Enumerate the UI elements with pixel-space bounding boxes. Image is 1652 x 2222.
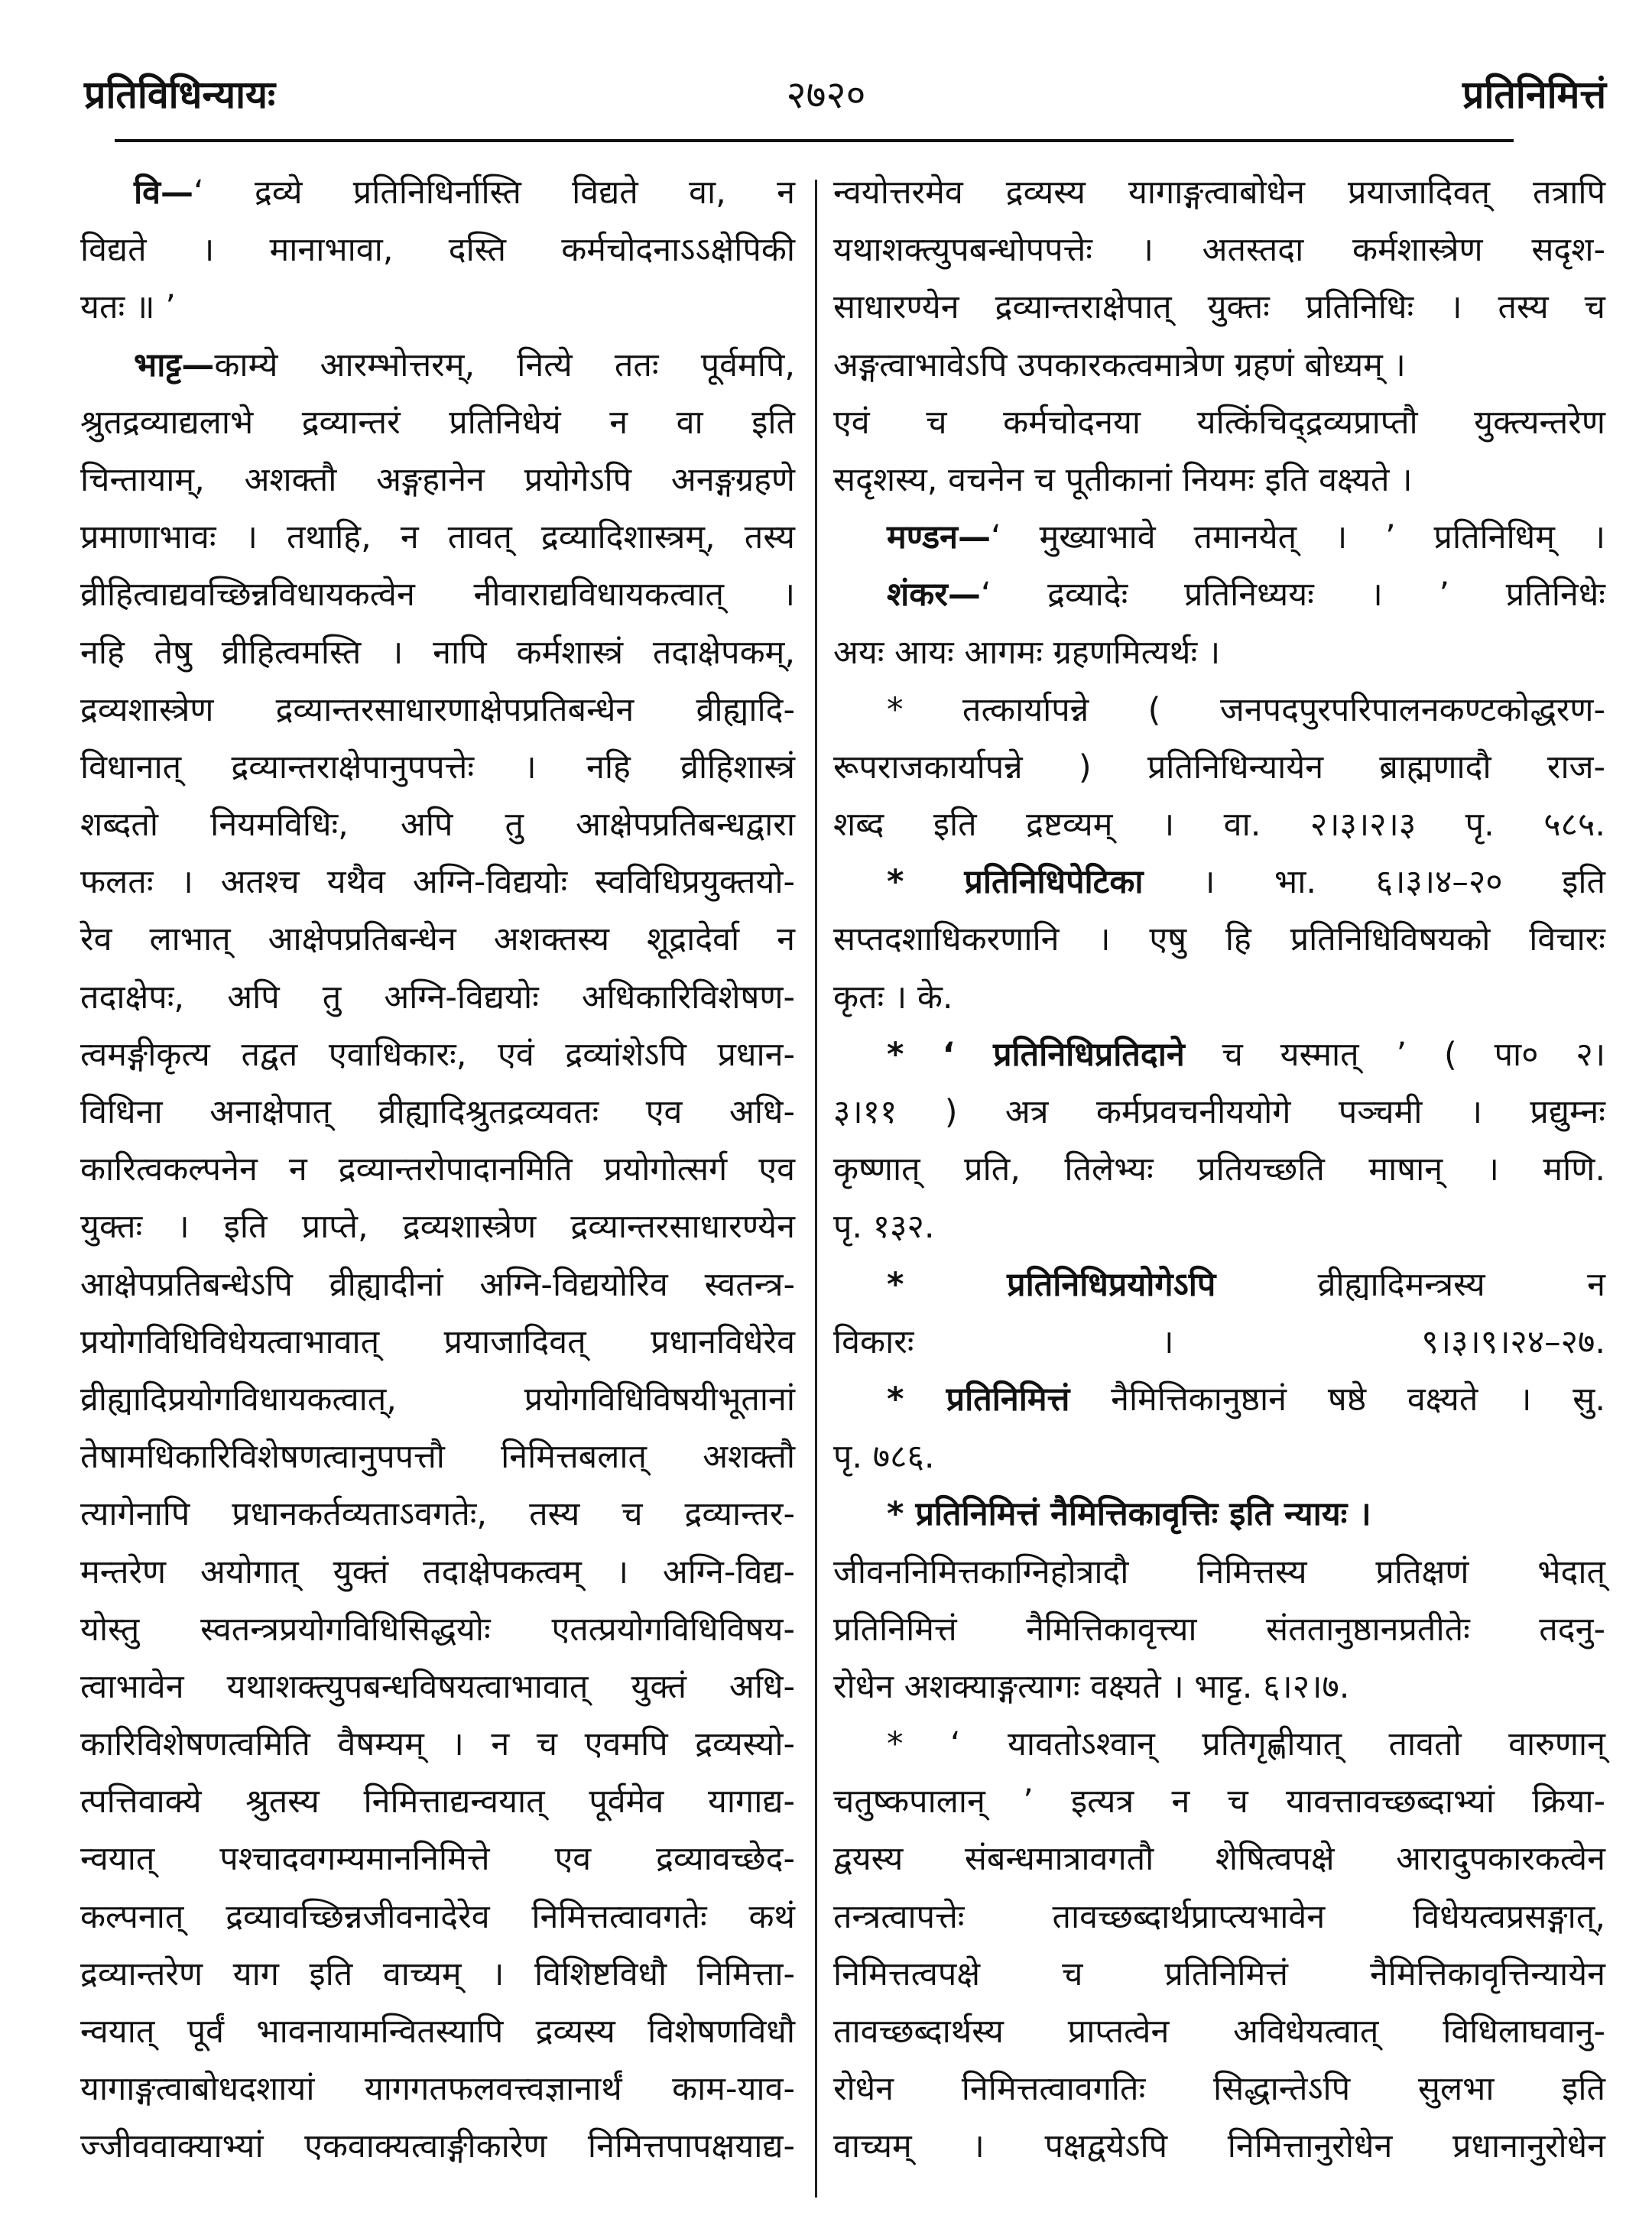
text-line	[833, 337, 1605, 394]
text-line	[80, 1257, 795, 1314]
line-text: । भा. ६।३।४–२० इति	[1143, 863, 1605, 902]
text-line	[833, 739, 1605, 796]
text-line	[833, 394, 1605, 452]
text-line	[833, 2118, 1605, 2175]
line-text: ‘ मुख्याभावे तमानयेत् । ’ प्रतिनिधिम् ।	[991, 518, 1605, 557]
line-text: यागाङ्गत्वाबोधदशायां यागगतफलवत्त्वज्ञानार्थं काम-याव-	[80, 2070, 795, 2109]
line-text: ‘ द्रव्यादेः प्रतिनिध्ययः । ’ प्रतिनिधेः	[980, 576, 1605, 615]
text-line	[80, 279, 795, 336]
line-text: काम्ये आरम्भोत्तरम्, नित्ये ततः पूर्वमपि,	[214, 345, 795, 384]
text-line	[833, 911, 1605, 968]
line-text: रोधेन निमित्तत्वावगतिः सिद्धान्तेऽपि सुलभा इति	[833, 2070, 1605, 2109]
text-line	[80, 1659, 795, 1716]
line-text: युक्तः । इति प्राप्ते, द्रव्यशास्त्रेण द्रव्यान्तरसाधारण्येन	[80, 1208, 795, 1247]
text-line	[80, 2003, 795, 2061]
line-text: त्वमङ्गीकृत्य तद्वत एवाधिकारः, एवं द्रव्यांशेऽपि प्रधान-	[80, 1035, 795, 1074]
text-line	[833, 1889, 1605, 1946]
line-text: व्रीह्यादिमन्त्रस्य न	[1215, 1265, 1605, 1304]
text-line	[833, 2061, 1605, 2118]
text-line	[80, 796, 795, 854]
line-text: कृष्णात् प्रति, तिलेभ्यः प्रतियच्छति माषान् । मणि.	[833, 1150, 1605, 1189]
text-line	[833, 682, 1605, 739]
text-line	[833, 1429, 1605, 1486]
text-line	[80, 682, 795, 739]
line-text: न्वयोत्तरमेव द्रव्यस्य यागाङ्गत्वाबोधेन प्रयाजादिवत् तत्रापि	[833, 174, 1605, 212]
line-text: त्पत्तिवाक्ये श्रुतस्य निमित्ताद्यन्वयात् पूर्वमेव यागाद्य-	[80, 1782, 795, 1821]
line-text: प्रयोगविधिविधेयत्वाभावात् प्रयाजादिवत् प्रधानविधेरेव	[80, 1322, 795, 1361]
text-line	[833, 1716, 1605, 1773]
line-text: निमित्तत्वपक्षे च प्रतिनिमित्तं नैमित्तिकावृत्तिन्यायेन	[833, 1954, 1605, 1993]
text-line	[833, 796, 1605, 854]
text-line	[833, 624, 1605, 682]
text-line	[80, 1716, 795, 1773]
line-text: पृ. १३२.	[833, 1208, 935, 1247]
text-line	[80, 1371, 795, 1429]
line-text: कल्पनात् द्रव्यावच्छिन्नजीवनादेरेव निमित्तत्वावगतेः कथं	[80, 1897, 795, 1936]
line-text: च यस्मात् ’ ( पा० २।	[1184, 1035, 1605, 1074]
line-text: अयः आयः आगमः ग्रहणमित्यर्थः ।	[833, 633, 1221, 672]
running-head-left: प्रतिविधिन्यायः	[84, 73, 276, 117]
text-line	[80, 509, 795, 566]
line-text: सदृशस्य, वचनेन च पूतीकानां नियमः इति वक्ष्यते ।	[833, 460, 1413, 499]
line-text: तेषामधिकारिविशेषणत्वानुपपत्तौ निमित्तबलात् अशक्तौ	[80, 1438, 795, 1477]
line-text: आक्षेपप्रतिबन्धेऽपि व्रीह्यादीनां अग्नि-विद्ययोरिव स्वतन्त्र-	[80, 1265, 795, 1304]
line-text: नैमित्तिकानुष्ठानं षष्ठे वक्ष्यते । सु.	[1069, 1380, 1605, 1419]
text-line	[80, 739, 795, 796]
text-line	[80, 1773, 795, 1831]
text-line	[833, 1257, 1605, 1314]
text-line	[833, 1371, 1605, 1429]
text-line	[833, 1486, 1605, 1543]
line-text: * तत्कार्यापन्ने ( जनपदपुरपरिपालनकण्टकोद्धरण-	[887, 690, 1605, 729]
line-text: व्रीह्यादिप्रयोगविधायकत्वात्, प्रयोगविधिविषयीभूतानां	[80, 1380, 795, 1419]
text-line	[80, 164, 795, 222]
text-line	[80, 2118, 795, 2175]
text-line	[833, 854, 1605, 911]
line-text: तन्त्रत्वापत्तेः तावच्छब्दार्थप्राप्त्यभावेन विधेयत्वप्रसङ्गात्,	[833, 1897, 1605, 1936]
text-line	[833, 1601, 1605, 1659]
line-text: ३।११ ) अत्र कर्मप्रवचनीययोगे पञ्चमी । प्रद्युम्नः	[833, 1093, 1605, 1131]
line-text: पृ. ७८६.	[833, 1438, 935, 1477]
text-line	[80, 566, 795, 624]
headword: * प्रतिनिधिपेटिका	[887, 863, 1144, 902]
line-text: त्वाभावेन यथाशक्त्युपबन्धविषयत्वाभावात् युक्तं अधि-	[80, 1667, 795, 1706]
headword: * ‘ प्रतिनिधिप्रतिदाने	[887, 1035, 1185, 1074]
line-text: मन्तरेण अयोगात् युक्तं तदाक्षेपकत्वम् । अग्नि-विद्य-	[80, 1552, 795, 1591]
line-text: विधानात् द्रव्यान्तराक्षेपानुपपत्तेः । नहि व्रीहिशास्त्रं	[80, 748, 795, 787]
text-line	[833, 1659, 1605, 1716]
text-line	[833, 164, 1605, 222]
line-text: शब्द इति द्रष्टव्यम् । वा. २।३।२।३ पृ. ५८५.	[833, 806, 1605, 845]
text-line	[833, 1199, 1605, 1256]
line-text: तावच्छब्दार्थस्य प्राप्तत्वेन अविधेयत्वात् विधिलाघवानु-	[833, 2013, 1605, 2051]
text-line	[833, 1314, 1605, 1371]
line-text: एवं च कर्मचोदनया यत्किंचिद्द्रव्यप्राप्तौ युक्त्यन्तरेण	[833, 403, 1605, 442]
line-text: जीवननिमित्तकाग्निहोत्रादौ निमित्तस्य प्रतिक्षणं भेदात्	[833, 1552, 1605, 1591]
text-line	[833, 1831, 1605, 1888]
text-line	[833, 1544, 1605, 1601]
line-text: विकारः । ९।३।९।२४–२७.	[833, 1322, 1605, 1361]
line-text: रोधेन अशक्याङ्गत्यागः वक्ष्यते । भाट्ट. ६।२।७.	[833, 1667, 1350, 1706]
text-line	[80, 911, 795, 968]
text-line	[833, 1946, 1605, 2003]
line-text: नहि तेषु व्रीहित्वमस्ति । नापि कर्मशास्त्रं तदाक्षेपकम्,	[80, 633, 795, 672]
line-text: विद्यते । मानाभावा, दस्ति कर्मचोदनाऽऽक्षेपिकी	[80, 231, 795, 270]
page-number: २७२०	[786, 73, 866, 117]
line-text: अङ्गत्वाभावेऽपि उपकारकत्वमात्रेण ग्रहणं बोध्यम् ।	[833, 345, 1406, 384]
text-line	[833, 279, 1605, 336]
text-line	[80, 1486, 795, 1543]
line-text: वाच्यम् । पक्षद्वयेऽपि निमित्तानुरोधेन प्रधानानुरोधेन	[833, 2127, 1605, 2166]
line-text: सप्तदशाधिकरणानि । एषु हि प्रतिनिधिविषयको विचारः	[833, 920, 1605, 959]
text-line	[833, 566, 1605, 624]
text-line	[80, 1601, 795, 1659]
line-text: चिन्तायाम्, अशक्तौ अङ्गहानेन प्रयोगेऽपि अनङ्गग्रहणे	[80, 460, 795, 499]
headword: वि—	[134, 174, 194, 212]
line-text: तदाक्षेपः, अपि तु अग्नि-विद्ययोः अधिकारिविशेषण-	[80, 978, 795, 1017]
line-text: व्रीहित्वाद्यवच्छिन्नविधायकत्वेन नीवाराद्यविधायकत्वात् ।	[80, 576, 795, 615]
line-text: साधारण्येन द्रव्यान्तराक्षेपात् युक्तः प्रतिनिधिः । तस्य च	[833, 288, 1605, 327]
header-rule	[115, 139, 1514, 142]
line-text: न्वयात् पूर्वं भावनायामन्वितस्यापि द्रव्यस्य विशेषणविधौ	[80, 2013, 795, 2051]
left-column	[80, 164, 795, 2176]
headword: * प्रतिनिमित्तं नैमित्तिकावृत्तिः इति न्यायः ।	[887, 1495, 1371, 1534]
headword: * प्रतिनिधिप्रयोगेऽपि	[887, 1265, 1216, 1304]
text-line	[833, 452, 1605, 509]
text-line	[80, 1831, 795, 1888]
line-text: ज्जीववाक्याभ्यां एकवाक्यत्वाङ्गीकारेण निमित्तपापक्षयाद्य-	[80, 2127, 795, 2166]
text-line	[80, 854, 795, 911]
text-line	[80, 1314, 795, 1371]
text-line	[80, 222, 795, 279]
line-text: योस्तु स्वतन्त्रप्रयोगविधिसिद्धयोः एतत्प्रयोगविधिविषय-	[80, 1610, 795, 1649]
line-text: यथाशक्त्युपबन्धोपपत्तेः । अतस्तदा कर्मशास्त्रेण सदृश-	[833, 231, 1605, 270]
line-text: द्रव्यशास्त्रेण द्रव्यान्तरसाधारणाक्षेपप्रतिबन्धेन व्रीह्यादि-	[80, 690, 795, 729]
text-line	[833, 2003, 1605, 2061]
line-text: फलतः । अतश्च यथैव अग्नि-विद्ययोः स्वविधिप्रयुक्तयो-	[80, 863, 795, 902]
text-line	[80, 1084, 795, 1141]
column-divider	[815, 180, 817, 2198]
line-text: विधिना अनाक्षेपात् व्रीह्यादिश्रुतद्रव्यवतः एव अधि-	[80, 1093, 795, 1131]
line-text: यतः ॥ ’	[80, 288, 176, 327]
line-text: रूपराजकार्यापन्ने ) प्रतिनिधिन्यायेन ब्राह्मणादौ राज-	[833, 748, 1605, 787]
text-line	[80, 969, 795, 1027]
line-text: प्रतिनिमित्तं नैमित्तिकावृत्त्या संततानुष्ठानप्रतीतेः तदनु-	[833, 1610, 1605, 1649]
line-text: चतुष्कपालान् ’ इत्यत्र न च यावत्तावच्छब्दाभ्यां क्रिया-	[833, 1782, 1605, 1821]
text-line	[80, 1946, 795, 2003]
text-line	[80, 452, 795, 509]
line-text: रेव लाभात् आक्षेपप्रतिबन्धेन अशक्तस्य शूद्रादेर्वा न	[80, 920, 795, 959]
text-line	[80, 394, 795, 452]
text-line	[80, 1141, 795, 1199]
headword: शंकर—	[887, 576, 981, 615]
line-text: कृतः । के.	[833, 978, 953, 1017]
text-line	[80, 2061, 795, 2118]
headword: मण्डन—	[887, 518, 992, 557]
line-text: कारिविशेषणत्वमिति वैषम्यम् । न च एवमपि द्रव्यस्यो-	[80, 1725, 795, 1764]
text-line	[833, 1084, 1605, 1141]
text-line	[80, 1429, 795, 1486]
text-line	[833, 1773, 1605, 1831]
line-text: त्यागेनापि प्रधानकर्तव्यताऽवगतेः, तस्य च द्रव्यान्तर-	[80, 1495, 795, 1534]
line-text: * ‘ यावतोऽश्वान् प्रतिगृह्णीयात् तावतो वारुणान्	[887, 1725, 1605, 1764]
text-line	[833, 222, 1605, 279]
text-line	[80, 337, 795, 394]
text-line	[80, 1889, 795, 1946]
text-line	[833, 1027, 1605, 1084]
line-text: न्वयात् पश्चादवगम्यमाननिमित्ते एव द्रव्यावच्छेद-	[80, 1840, 795, 1879]
line-text: श्रुतद्रव्याद्यलाभे द्रव्यान्तरं प्रतिनिधेयं न वा इति	[80, 403, 795, 442]
headword: * प्रतिनिमित्तं	[887, 1380, 1070, 1419]
line-text: कारित्वकल्पनेन न द्रव्यान्तरोपादानमिति प्रयोगोत्सर्ग एव	[80, 1150, 795, 1189]
line-text: शब्दतो नियमविधिः, अपि तु आक्षेपप्रतिबन्धद्वारा	[80, 806, 795, 845]
text-line	[80, 1199, 795, 1256]
line-text: ‘ द्रव्ये प्रतिनिधिर्नास्ति विद्यते वा, न	[193, 174, 795, 212]
line-text: द्रव्यान्तरेण याग इति वाच्यम् । विशिष्टविधौ निमित्ता-	[80, 1954, 795, 1993]
headword: भाट्ट—	[134, 345, 215, 384]
text-line	[833, 509, 1605, 566]
text-line	[833, 969, 1605, 1027]
line-text: प्रमाणाभावः । तथाहि, न तावत् द्रव्यादिशास्त्रम्, तस्य	[80, 518, 795, 557]
text-line	[80, 1544, 795, 1601]
text-line	[80, 624, 795, 682]
line-text: द्वयस्य संबन्धमात्रावगतौ शेषित्वपक्षे आरादुपकारकत्वेन	[833, 1840, 1605, 1879]
right-column	[833, 164, 1605, 2176]
running-head-right: प्रतिनिमित्तं	[1462, 73, 1606, 117]
text-line	[80, 1027, 795, 1084]
text-line	[833, 1141, 1605, 1199]
